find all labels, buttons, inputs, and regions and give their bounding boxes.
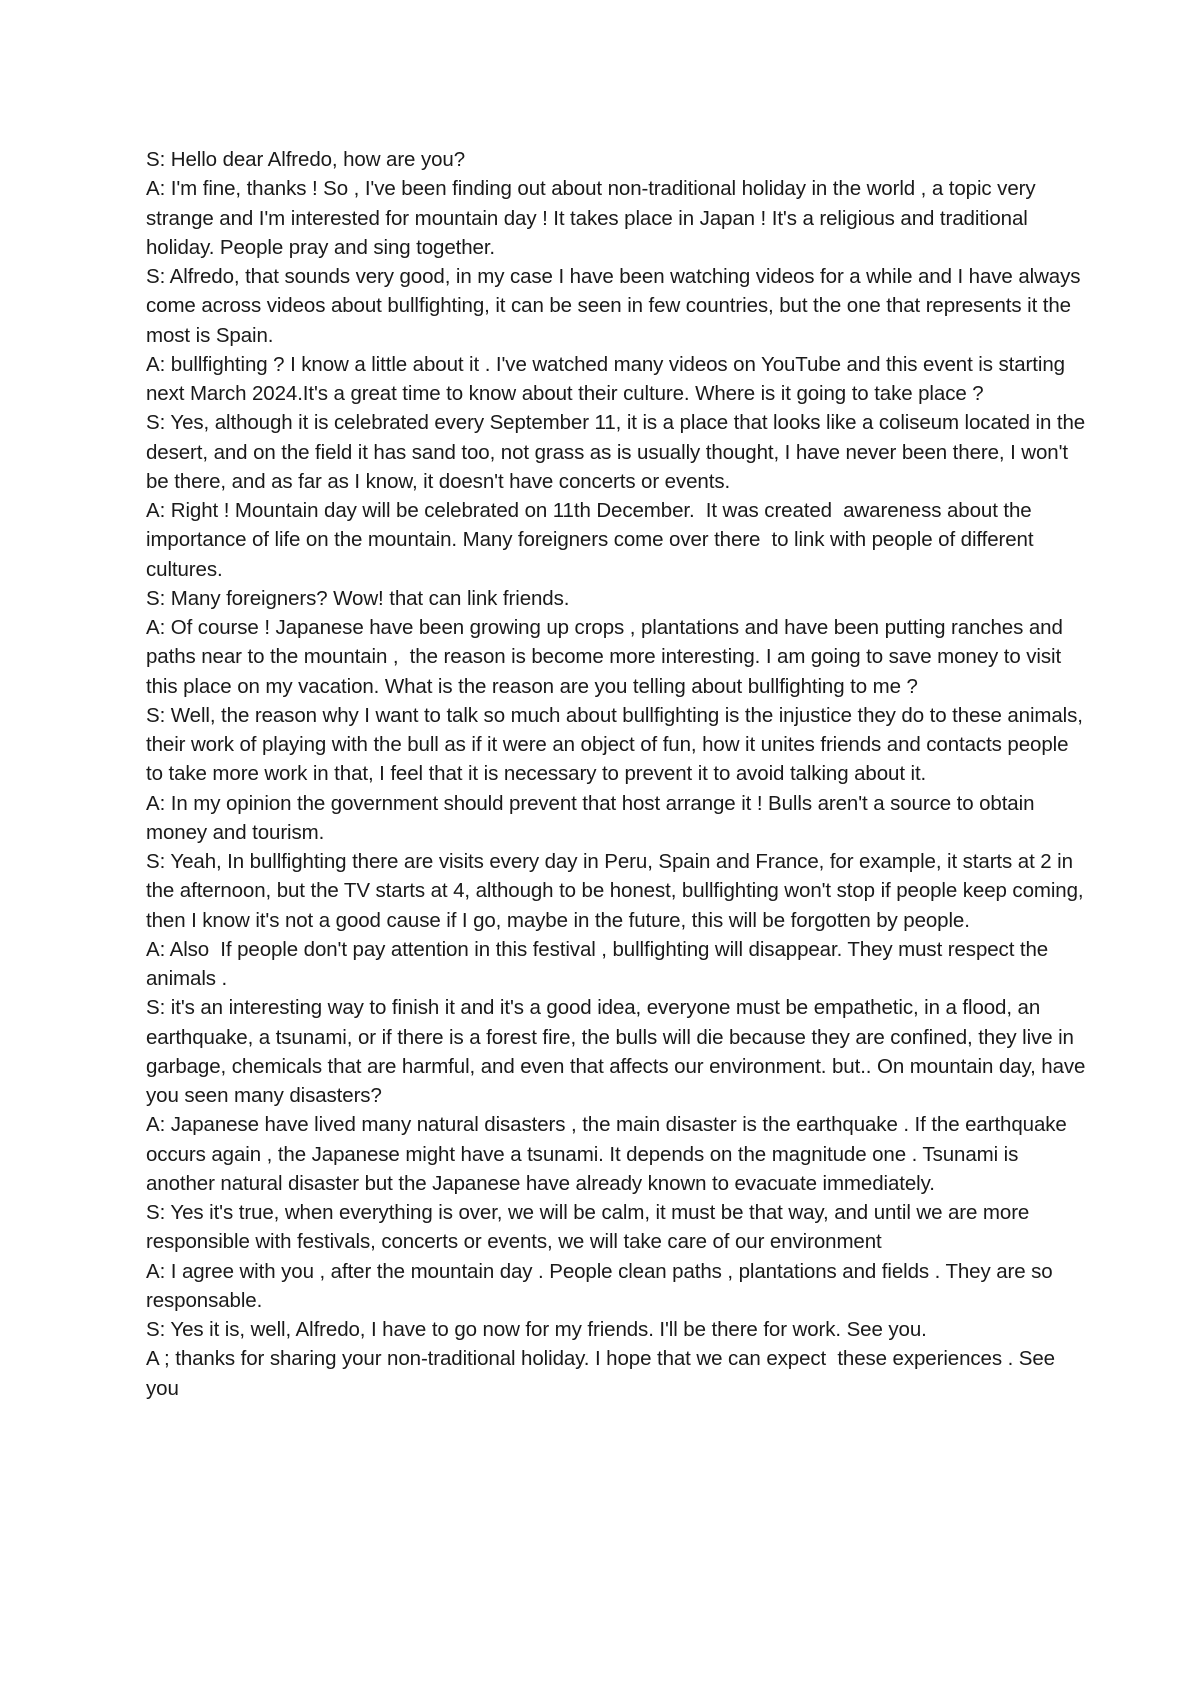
dialogue-line: A: Also If people don't pay attention in this festival , bullfighting will disappear. They must respect the animals . — [146, 937, 1054, 990]
dialogue-line: A: bullfighting ? I know a little about it . I've watched many videos on YouTube and this event is starting next March 2024.It's a great time to know about their culture. Where is it going to take place ? — [146, 352, 1071, 405]
dialogue-text — [146, 145, 1091, 1403]
dialogue-line: S: Many foreigners? Wow! that can link friends. — [146, 586, 570, 610]
dialogue-line: A: I agree with you , after the mountain day . People clean paths , plantations and fields . They are so responsable. — [146, 1259, 1059, 1312]
dialogue-line: S: Hello dear Alfredo, how are you? — [146, 148, 465, 171]
dialogue-line: A: Japanese have lived many natural disasters , the main disaster is the earthquake . If the earthquake occurs again , the Japanese might have a tsunami. It depends on the magnitude one . Tsunami is another natural disaster but the Japanese have already known to evacuate immediately. — [146, 1113, 1073, 1195]
dialogue-line: S: Alfredo, that sounds very good, in my case I have been watching videos for a while and I have always come across videos about bullfighting, it can be seen in few countries, but the one that represents it the most is Spain. — [146, 265, 1086, 347]
dialogue-line: S: Well, the reason why I want to talk so much about bullfighting is the injustice they do to these animals, their work of playing with the bull as if it were an object of fun, how it unites friends and contacts people to take more work in that, I feel that it is necessary to prevent it to avoid talking about it. — [146, 703, 1089, 786]
dialogue-line: A: Of course ! Japanese have been growing up crops , plantations and have been putting ranches and paths near to the mountain , the reason is become more interesting. I am going to save money to visit this place on my vacation. What is the reason are you telling about bullfighting to me ? — [146, 616, 1069, 698]
dialogue-line: S: Yes, although it is celebrated every September 11, it is a place that looks like a coliseum located in the desert, and on the field it has sand too, not grass as is usually thought, I have never been there, I won't be there, and as far as I know, it doesn't have concerts or events. — [146, 411, 1091, 493]
dialogue-line: S: it's an interesting way to finish it and it's a good idea, everyone must be empathetic, in a flood, an earthquake, a tsunami, or if there is a forest fire, the bulls will die because they are confined, they live in garbage, chemicals that are harmful, and even that affects our environment. but.. On mountain day, have you seen many disasters? — [146, 996, 1091, 1107]
dialogue-line: S: Yes it is, well, Alfredo, I have to go now for my friends. I'll be there for work. See you. — [146, 1318, 927, 1341]
dialogue-line: A ; thanks for sharing your non-traditional holiday. I hope that we can expect these experiences . See you — [146, 1347, 1061, 1400]
dialogue-line: S: Yes it's true, when everything is over, we will be calm, it must be that way, and until we are more responsible with festivals, concerts or events, we will take care of our environment — [146, 1201, 1035, 1254]
dialogue-line: A: In my opinion the government should prevent that host arrange it ! Bulls aren't a source to obtain money and tourism. — [146, 791, 1040, 844]
dialogue-line: S: Yeah, In bullfighting there are visits every day in Peru, Spain and France, for example, it starts at 2 in the afternoon, but the TV starts at 4, although to be honest, bullfighting won't stop if people keep coming, then I know it's not a good cause if I go, maybe in the future, this will be forgotten by people. — [146, 850, 1090, 932]
dialogue-line: A: I'm fine, thanks ! So , I've been finding out about non-traditional holiday in the world , a topic very strange and I'm interested for mountain day ! It takes place in Japan ! It's a religious and traditional holiday. People pray and sing together. — [146, 177, 1042, 259]
dialogue-line: A: Right ! Mountain day will be celebrated on 11th December. It was created awareness about the importance of life on the mountain. Many foreigners come over there to link with people of different cultures. — [146, 499, 1040, 581]
